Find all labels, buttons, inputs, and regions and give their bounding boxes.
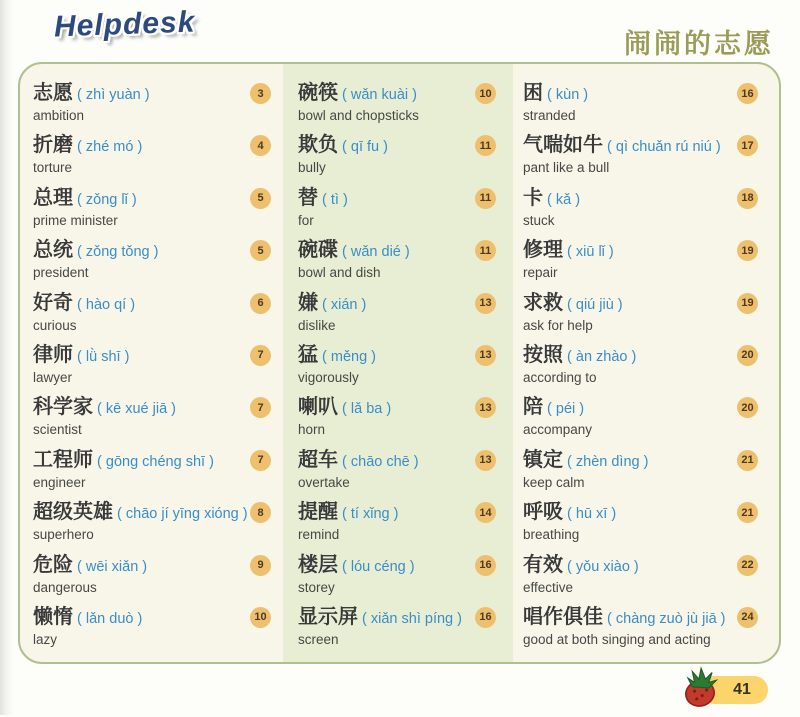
- vocab-entry: [298, 448, 496, 500]
- english-text: storey: [298, 579, 335, 595]
- page-title: 闹闹的志愿: [624, 29, 774, 59]
- pinyin-text: ( zhì yuàn ): [73, 87, 150, 103]
- hanzi-text: 喇叭: [298, 396, 338, 419]
- pinyin-text: ( lóu céng ): [338, 558, 415, 575]
- pinyin-text: ( qiú jiù ): [563, 296, 623, 313]
- page-badge: 19: [737, 293, 758, 314]
- hanzi-text: 猛: [298, 343, 318, 366]
- pinyin-text: ( xiǎn shì píng ): [358, 610, 462, 627]
- hanzi-text: 懒惰: [33, 605, 73, 628]
- helpdesk-logo: Helpdesk: [53, 5, 196, 44]
- hanzi-text: 折磨: [33, 134, 73, 157]
- hanzi-text: 碗碟: [298, 239, 338, 262]
- vocab-entry: [523, 291, 758, 343]
- english-text: engineer: [33, 474, 86, 490]
- english-text: stuck: [523, 212, 555, 228]
- page-badge: 7: [250, 450, 271, 471]
- glossary-panel: [18, 62, 781, 664]
- vocab-entry: [33, 553, 271, 605]
- pinyin-text: ( kǎ ): [543, 191, 581, 208]
- vocab-entry: [298, 343, 496, 395]
- page-badge: 7: [250, 397, 271, 418]
- hanzi-text: 气喘如牛: [523, 134, 603, 157]
- vocab-entry: [298, 81, 496, 133]
- hanzi-text: 工程师: [33, 448, 93, 471]
- english-text: for: [298, 212, 314, 228]
- scan-page-edge: [0, 0, 14, 715]
- pinyin-text: ( lǜ shī ): [73, 348, 130, 365]
- vocab-entry: [33, 81, 271, 133]
- hanzi-text: 超级英雄: [33, 501, 113, 524]
- page-badge: 24: [737, 607, 758, 628]
- page-badge: 10: [475, 83, 496, 104]
- english-text: ask for help: [523, 317, 593, 333]
- english-text: prime minister: [33, 212, 118, 228]
- hanzi-text: 卡: [523, 186, 543, 209]
- glossary-column-1: [20, 64, 283, 662]
- page-badge: 14: [475, 502, 496, 523]
- vocab-entry: [523, 343, 758, 395]
- page-badge: 13: [475, 345, 496, 366]
- english-text: vigorously: [298, 369, 359, 385]
- vocab-entry: [298, 238, 496, 290]
- pinyin-text: ( zǒng tǒng ): [73, 244, 159, 261]
- hanzi-text: 替: [298, 186, 318, 209]
- vocab-entry: [523, 605, 758, 657]
- hanzi-text: 超车: [298, 448, 338, 471]
- page-badge: 5: [250, 188, 271, 209]
- vocab-entry: [33, 395, 271, 447]
- hanzi-text: 按照: [523, 343, 563, 366]
- pinyin-text: ( zhé mó ): [73, 139, 143, 156]
- english-text: breathing: [523, 527, 580, 543]
- hanzi-text: 修理: [523, 239, 563, 262]
- glossary-column-2: [283, 64, 513, 662]
- hanzi-text: 镇定: [523, 448, 563, 471]
- page-footer: [678, 666, 788, 712]
- glossary-columns: [20, 64, 779, 662]
- hanzi-text: 欺负: [298, 134, 338, 157]
- english-text: pant like a bull: [523, 160, 610, 176]
- vocab-entry: [33, 186, 271, 238]
- english-text: good at both singing and acting: [523, 631, 711, 647]
- page-badge: 16: [475, 555, 496, 576]
- english-text: president: [33, 265, 89, 281]
- english-text: scientist: [33, 422, 82, 438]
- english-text: overtake: [298, 474, 350, 490]
- vocab-entry: [298, 186, 496, 238]
- pinyin-text: ( chāo jí yīng xióng ): [113, 506, 248, 523]
- vocab-entry: [33, 343, 271, 395]
- strawberry-icon: [678, 666, 722, 712]
- english-text: horn: [298, 422, 326, 438]
- vocab-entry: [33, 500, 271, 552]
- pinyin-text: ( hū xī ): [563, 506, 617, 523]
- english-text: lazy: [33, 631, 58, 647]
- hanzi-text: 呼吸: [523, 501, 563, 524]
- pinyin-text: ( wǎn dié ): [338, 244, 410, 261]
- pinyin-text: ( tí xǐng ): [338, 506, 399, 523]
- english-text: screen: [298, 631, 339, 647]
- page-badge: 11: [475, 135, 496, 156]
- hanzi-text: 好奇: [33, 291, 73, 314]
- english-text: lawyer: [33, 369, 73, 385]
- pinyin-text: ( xiū lǐ ): [563, 244, 614, 261]
- vocab-entry: [523, 395, 758, 447]
- page-badge: 9: [250, 555, 271, 576]
- pinyin-text: ( àn zhào ): [563, 348, 637, 365]
- page-badge: 22: [737, 555, 758, 576]
- english-text: bully: [298, 160, 326, 176]
- page-badge: 11: [475, 240, 496, 261]
- english-text: bowl and chopsticks: [298, 108, 419, 123]
- english-text: curious: [33, 317, 77, 333]
- vocab-entry: [523, 553, 758, 605]
- vocab-entry: [523, 238, 758, 290]
- vocab-entry: [523, 448, 758, 500]
- pinyin-text: ( lǎn duò ): [73, 610, 143, 627]
- vocab-entry: [523, 81, 758, 133]
- english-text: dangerous: [33, 579, 97, 595]
- hanzi-text: 危险: [33, 553, 73, 576]
- pinyin-text: ( chàng zuò jù jiā ): [603, 610, 726, 627]
- english-text: dislike: [298, 317, 336, 333]
- page-badge: 13: [475, 450, 496, 471]
- hanzi-text: 志愿: [33, 82, 73, 104]
- page-badge: 18: [737, 188, 758, 209]
- page-badge: 3: [250, 83, 271, 104]
- vocab-entry: [33, 291, 271, 343]
- page-badge: 10: [250, 607, 271, 628]
- pinyin-text: ( kē xué jiā ): [93, 401, 176, 418]
- pinyin-text: ( péi ): [543, 401, 585, 418]
- hanzi-text: 陪: [523, 396, 543, 419]
- english-text: according to: [523, 369, 597, 385]
- pinyin-text: ( chāo chē ): [338, 453, 419, 470]
- hanzi-text: 碗筷: [298, 82, 338, 104]
- pinyin-text: ( kùn ): [543, 87, 589, 103]
- page-badge: 6: [250, 293, 271, 314]
- page-badge: 16: [737, 83, 758, 104]
- page-badge: 7: [250, 345, 271, 366]
- vocab-entry: [298, 500, 496, 552]
- page-badge: 5: [250, 240, 271, 261]
- english-text: stranded: [523, 108, 576, 123]
- vocab-entry: [298, 133, 496, 185]
- english-text: torture: [33, 160, 73, 176]
- vocab-entry: [33, 605, 271, 657]
- english-text: remind: [298, 527, 340, 543]
- page-badge: 13: [475, 397, 496, 418]
- page-badge: 21: [737, 450, 758, 471]
- pinyin-text: ( zǒng lǐ ): [73, 191, 137, 208]
- vocab-entry: [523, 133, 758, 185]
- pinyin-text: ( wēi xiǎn ): [73, 558, 148, 575]
- vocab-entry: [298, 395, 496, 447]
- english-text: superhero: [33, 527, 94, 543]
- hanzi-text: 显示屏: [298, 605, 358, 628]
- page-badge: 17: [737, 135, 758, 156]
- pinyin-text: ( qì chuǎn rú niú ): [603, 139, 721, 156]
- page-badge: 19: [737, 240, 758, 261]
- vocab-entry: [33, 448, 271, 500]
- pinyin-text: ( měng ): [318, 348, 377, 365]
- hanzi-text: 困: [523, 82, 543, 104]
- english-text: effective: [523, 579, 574, 595]
- hanzi-text: 提醒: [298, 501, 338, 524]
- page-badge: 8: [250, 502, 271, 523]
- glossary-column-3: [513, 64, 779, 662]
- vocab-entry: [523, 500, 758, 552]
- page-number: 41: [733, 681, 751, 698]
- pinyin-text: ( tì ): [318, 191, 348, 208]
- hanzi-text: 科学家: [33, 396, 93, 419]
- english-text: ambition: [33, 108, 85, 123]
- pinyin-text: ( wǎn kuài ): [338, 87, 417, 103]
- hanzi-text: 嫌: [298, 291, 318, 314]
- page-badge: 20: [737, 345, 758, 366]
- vocab-entry: [523, 186, 758, 238]
- hanzi-text: 楼层: [298, 553, 338, 576]
- hanzi-text: 求救: [523, 291, 563, 314]
- hanzi-text: 有效: [523, 553, 563, 576]
- hanzi-text: 总理: [33, 186, 73, 209]
- hanzi-text: 律师: [33, 343, 73, 366]
- pinyin-text: ( xián ): [318, 296, 367, 313]
- english-text: repair: [523, 265, 558, 281]
- pinyin-text: ( hào qí ): [73, 296, 136, 313]
- vocab-entry: [298, 605, 496, 657]
- vocab-entry: [298, 291, 496, 343]
- page-badge: 21: [737, 502, 758, 523]
- page-badge: 20: [737, 397, 758, 418]
- pinyin-text: ( lǎ ba ): [338, 401, 392, 418]
- page-badge: 4: [250, 135, 271, 156]
- vocab-entry: [298, 553, 496, 605]
- page-badge: 13: [475, 293, 496, 314]
- vocab-entry: [33, 238, 271, 290]
- hanzi-text: 唱作俱佳: [523, 605, 603, 628]
- pinyin-text: ( yǒu xiào ): [563, 558, 639, 575]
- hanzi-text: 总统: [33, 239, 73, 262]
- pinyin-text: ( qī fu ): [338, 139, 388, 156]
- vocab-entry: [33, 133, 271, 185]
- english-text: keep calm: [523, 474, 585, 490]
- pinyin-text: ( zhèn dìng ): [563, 453, 649, 470]
- page-badge: 16: [475, 607, 496, 628]
- english-text: bowl and dish: [298, 265, 381, 281]
- pinyin-text: ( gōng chéng shī ): [93, 453, 214, 470]
- english-text: accompany: [523, 422, 593, 438]
- page-badge: 11: [475, 188, 496, 209]
